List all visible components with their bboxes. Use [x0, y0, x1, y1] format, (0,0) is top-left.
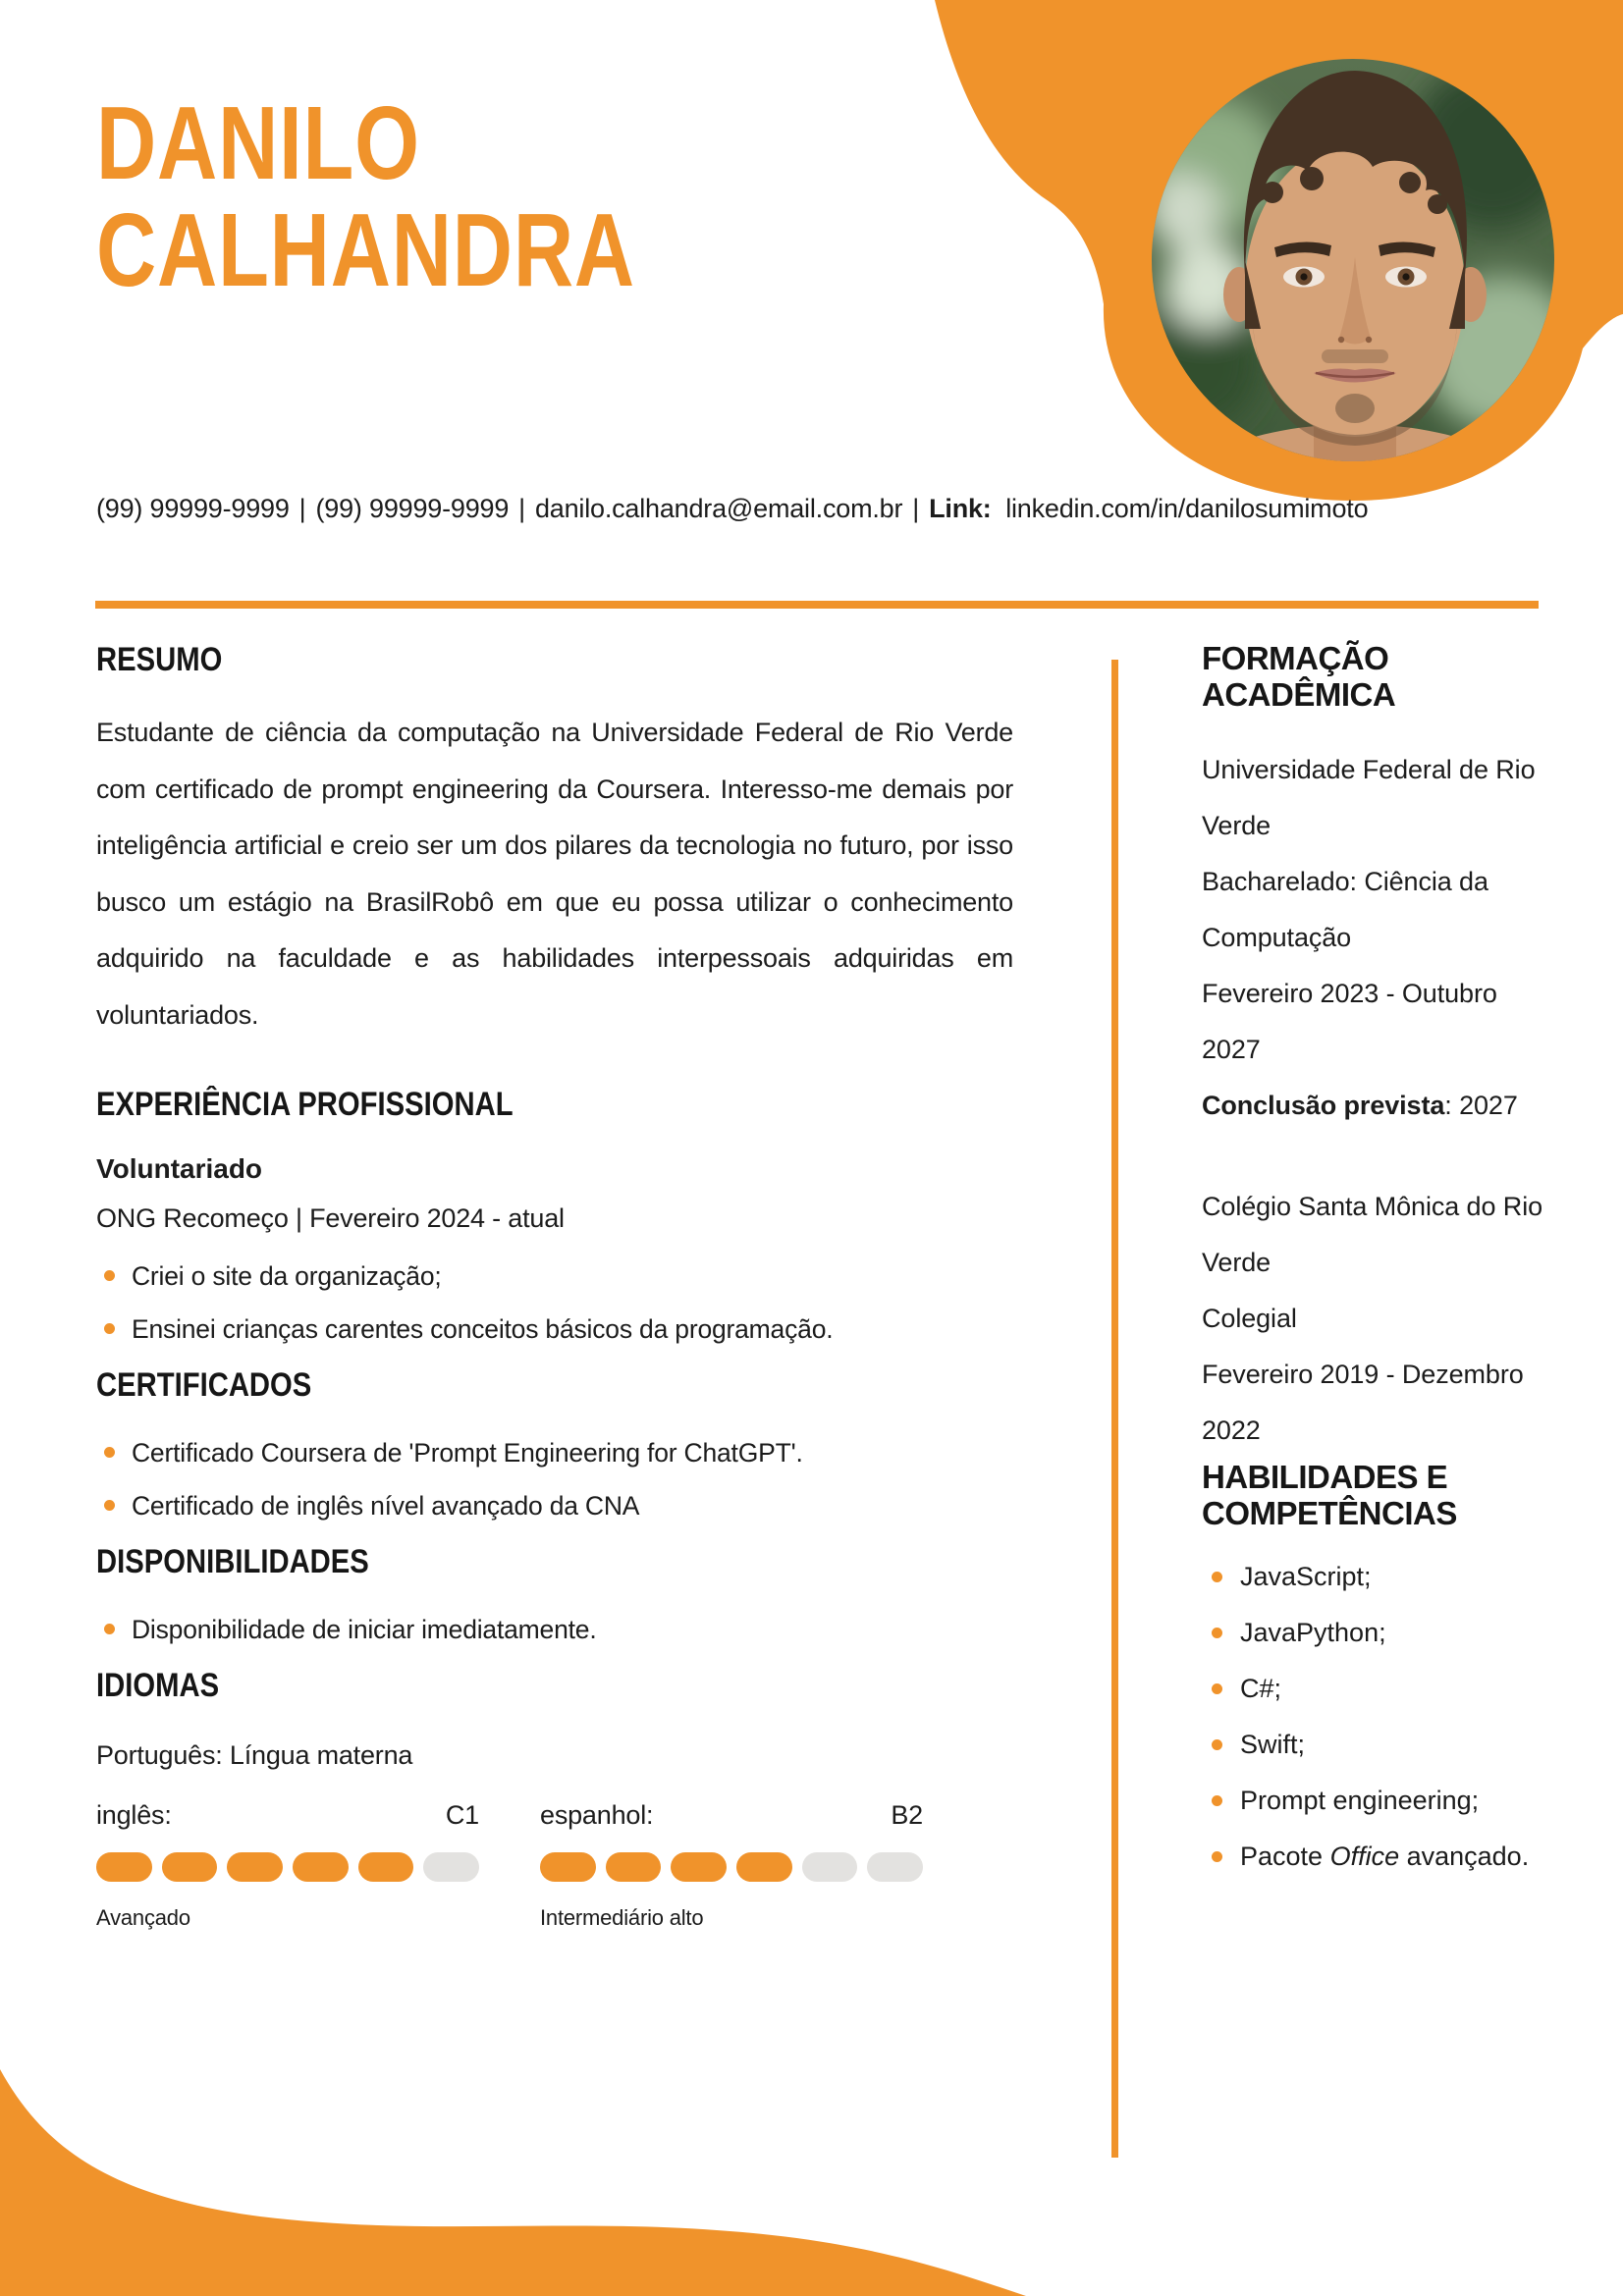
language-label: inglês:	[96, 1800, 172, 1830]
horizontal-divider	[95, 601, 1539, 609]
level-segment	[867, 1852, 923, 1882]
level-segment	[606, 1852, 662, 1882]
education-entry-university	[1202, 742, 1551, 1134]
education-period: Fevereiro 2023 - Outubro 2027	[1202, 979, 1497, 1064]
section-title-idiomas: IDIOMAS	[96, 1667, 220, 1704]
experience-org-line: ONG Recomeço | Fevereiro 2024 - atual	[96, 1203, 565, 1233]
section-title-resumo: RESUMO	[96, 641, 223, 678]
title-line: HABILIDADES E	[1202, 1459, 1448, 1495]
list-item	[96, 1489, 1013, 1522]
bullet-dot-icon	[104, 1447, 115, 1458]
experience-role: Voluntariado	[96, 1153, 263, 1184]
certificates-bullet-list	[96, 1436, 1013, 1522]
bullet-dot-icon	[1212, 1795, 1222, 1806]
education-note-label: Conclusão prevista	[1202, 1091, 1445, 1120]
bullet-dot-icon	[1212, 1851, 1222, 1862]
education-degree: Bacharelado: Ciência da Computação	[1202, 867, 1488, 952]
linkedin-link[interactable]: linkedin.com/in/danilosumimoto	[1005, 494, 1369, 523]
phone-primary: (99) 99999-9999	[96, 494, 290, 523]
education-note	[1202, 1078, 1551, 1134]
level-segment	[96, 1852, 152, 1882]
language-label: espanhol:	[540, 1800, 654, 1830]
bullet-dot-icon	[1212, 1628, 1222, 1638]
list-item	[1202, 1605, 1551, 1661]
level-segment	[227, 1852, 283, 1882]
vertical-divider	[1111, 660, 1118, 2158]
bullet-dot-icon	[1212, 1739, 1222, 1750]
language-level-bar	[540, 1852, 923, 1882]
bullet-dot-icon	[104, 1624, 115, 1634]
languages-grid	[96, 1800, 1013, 2006]
level-segment	[358, 1852, 414, 1882]
phone-secondary: (99) 99999-9999	[315, 494, 510, 523]
list-item-text: Criei o site da organização;	[132, 1261, 442, 1291]
language-block-english	[96, 1800, 479, 1931]
language-descriptor: Intermediário alto	[540, 1905, 704, 1930]
education-degree: Colegial	[1202, 1304, 1297, 1333]
title-line: FORMAÇÃO	[1202, 640, 1389, 676]
education-note-value: : 2027	[1444, 1091, 1518, 1120]
language-block-spanish	[540, 1800, 923, 1931]
language-descriptor: Avançado	[96, 1905, 190, 1930]
skills-list	[1202, 1549, 1551, 1885]
bullet-dot-icon	[104, 1270, 115, 1281]
education-school: Colégio Santa Mônica do Rio Verde	[1202, 1192, 1543, 1277]
level-segment	[162, 1852, 218, 1882]
skill-text: JavaPython;	[1240, 1618, 1386, 1647]
section-title-experiencia: EXPERIÊNCIA PROFISSIONAL	[96, 1086, 514, 1123]
language-level-badge: B2	[891, 1800, 923, 1830]
native-language-line: Português: Língua materna	[96, 1740, 413, 1770]
level-segment	[671, 1852, 727, 1882]
level-segment	[736, 1852, 792, 1882]
section-title-disponibilidades: DISPONIBILIDADES	[96, 1543, 369, 1580]
list-item-text: Disponibilidade de iniciar imediatamente.	[132, 1615, 597, 1644]
level-segment	[293, 1852, 349, 1882]
title-line: ACADÊMICA	[1202, 676, 1396, 713]
list-item	[1202, 1829, 1551, 1885]
skill-text: JavaScript;	[1240, 1562, 1372, 1591]
list-item	[96, 1312, 1013, 1346]
resumo-paragraph: Estudante de ciência da computação na Universidade Federal de Rio Verde com certificado de prompt engineering da Coursera. Interesso-me demais por inteligência artificial e creio ser um dos pilares da tecnologia no futuro, por isso busco um estágio na BrasilRobô em que eu possa utilizar o conhecimento adquirido na faculdade e as habilidades interpessoais adquiridas em voluntariados.	[96, 718, 1013, 1030]
experience-bullet-list	[96, 1259, 1013, 1346]
language-level-badge: C1	[445, 1800, 479, 1830]
bullet-dot-icon	[104, 1500, 115, 1511]
list-item	[1202, 1773, 1551, 1829]
education-school: Universidade Federal de Rio Verde	[1202, 755, 1536, 840]
link-label: Link:	[929, 494, 992, 523]
right-column	[1202, 640, 1551, 1885]
list-item	[96, 1259, 1013, 1293]
list-item-text: Certificado Coursera de 'Prompt Engineering for ChatGPT'.	[132, 1438, 803, 1468]
section-title-habilidades	[1202, 1459, 1551, 1531]
skill-text: Pacote Office avançado.	[1240, 1842, 1530, 1871]
list-item	[1202, 1661, 1551, 1717]
skill-text: Swift;	[1240, 1730, 1306, 1759]
section-title-certificados: CERTIFICADOS	[96, 1366, 312, 1404]
list-item	[96, 1613, 1013, 1646]
bullet-dot-icon	[1212, 1683, 1222, 1694]
skill-text: Prompt engineering;	[1240, 1786, 1480, 1815]
education-entry-school	[1202, 1179, 1551, 1459]
contact-line	[96, 494, 1368, 524]
availability-bullet-list	[96, 1613, 1013, 1646]
contact-separator: |	[298, 494, 306, 523]
list-item	[1202, 1717, 1551, 1773]
bullet-dot-icon	[104, 1323, 115, 1334]
candidate-name	[96, 85, 635, 308]
email-text[interactable]: danilo.calhandra@email.com.br	[534, 494, 903, 523]
list-item-text: Certificado de inglês nível avançado da CNA	[132, 1491, 640, 1521]
level-segment	[802, 1852, 858, 1882]
list-item	[1202, 1549, 1551, 1605]
name-line-2: CALHANDRA	[96, 192, 635, 308]
language-level-bar	[96, 1852, 479, 1882]
list-item-text: Ensinei crianças carentes conceitos básicos da programação.	[132, 1314, 834, 1344]
section-title-formacao	[1202, 640, 1551, 713]
bullet-dot-icon	[1212, 1572, 1222, 1582]
contact-separator: |	[518, 494, 525, 523]
education-period: Fevereiro 2019 - Dezembro 2022	[1202, 1360, 1524, 1445]
list-item	[96, 1436, 1013, 1469]
name-line-1: DANILO	[96, 85, 420, 201]
contact-separator: |	[912, 494, 920, 523]
level-segment	[540, 1852, 596, 1882]
skill-text: C#;	[1240, 1674, 1282, 1703]
title-line: COMPETÊNCIAS	[1202, 1495, 1457, 1531]
left-column	[96, 640, 1013, 2006]
level-segment	[423, 1852, 479, 1882]
